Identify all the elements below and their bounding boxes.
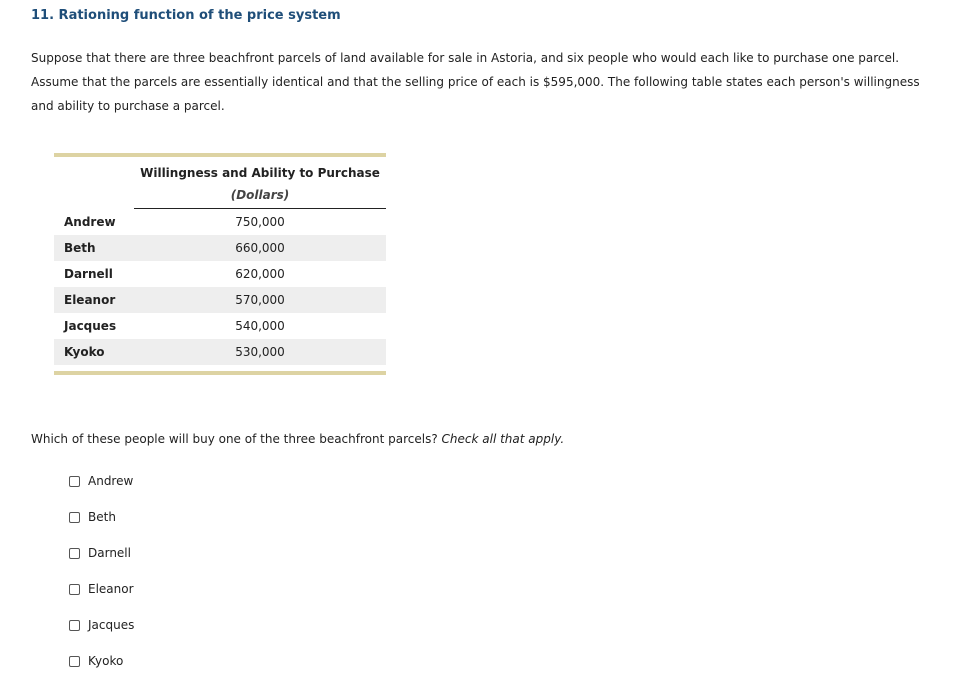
row-name: Kyoko [64, 345, 105, 359]
checkbox[interactable] [69, 656, 80, 667]
row-value: 570,000 [235, 293, 285, 307]
answer-options [69, 474, 134, 690]
option-label: Darnell [88, 546, 131, 560]
option-kyoko[interactable] [69, 654, 134, 690]
row-name: Eleanor [64, 293, 116, 307]
table-header [134, 157, 386, 209]
table-row [54, 339, 386, 365]
row-name: Jacques [64, 319, 117, 333]
row-value: 540,000 [235, 319, 285, 333]
checkbox[interactable] [69, 476, 80, 487]
checkbox[interactable] [69, 584, 80, 595]
table-row [54, 235, 386, 261]
option-darnell[interactable] [69, 546, 134, 582]
table-row [54, 313, 386, 339]
checkbox[interactable] [69, 548, 80, 559]
row-value: 530,000 [235, 345, 285, 359]
row-name: Beth [64, 241, 96, 255]
option-label: Beth [88, 510, 116, 524]
option-label: Andrew [88, 474, 134, 488]
prompt-instruction: Check all that apply. [441, 432, 565, 446]
row-value: 620,000 [235, 267, 285, 281]
option-jacques[interactable] [69, 618, 134, 654]
row-value: 660,000 [235, 241, 285, 255]
option-label: Jacques [88, 618, 135, 632]
question-intro: Suppose that there are three beachfront parcels of land available for sale in Astoria, and six people who would each like to purchase one parcel. Assume that the parcels are essentially identical and that the selling price of each is $595,000. The following table states each person's willingness and ability to purchase a parcel. [31, 51, 920, 113]
question-title: 11. Rationing function of the price system [31, 8, 341, 23]
willingness-table [54, 153, 386, 375]
row-name: Darnell [64, 267, 113, 281]
option-andrew[interactable] [69, 474, 134, 510]
table-row [54, 209, 386, 235]
checkbox[interactable] [69, 512, 80, 523]
option-label: Eleanor [88, 582, 134, 596]
option-label: Kyoko [88, 654, 124, 668]
checkbox[interactable] [69, 620, 80, 631]
row-name: Andrew [64, 215, 116, 229]
table-row [54, 287, 386, 313]
option-beth[interactable] [69, 510, 134, 546]
option-eleanor[interactable] [69, 582, 134, 618]
column-subheader: (Dollars) [230, 188, 290, 202]
table-row [54, 261, 386, 287]
question-prompt [31, 432, 564, 446]
column-header: Willingness and Ability to Purchase [140, 166, 380, 180]
row-value: 750,000 [235, 215, 285, 229]
prompt-text: Which of these people will buy one of the three beachfront parcels? [31, 432, 438, 446]
